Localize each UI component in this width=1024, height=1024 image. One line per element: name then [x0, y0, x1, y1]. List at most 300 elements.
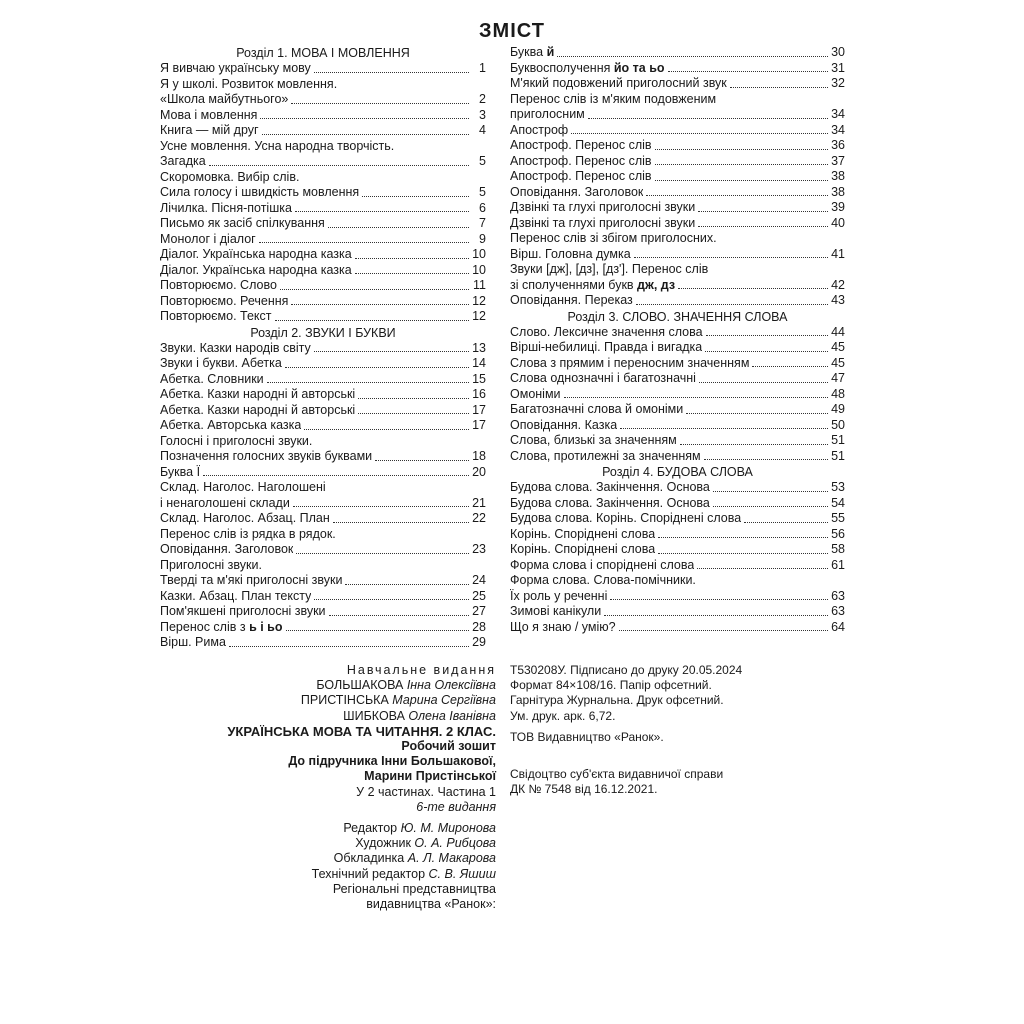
dot-leader: [329, 615, 469, 616]
dot-leader: [655, 180, 828, 181]
toc-page-number: 47: [831, 371, 845, 385]
toc-entry-text: Апостроф: [510, 122, 569, 137]
toc-entry-text: Письмо як засіб спілкування: [160, 216, 325, 230]
toc-entry-title: [510, 480, 710, 496]
toc-entry-text: Діалог. Українська народна казка: [160, 247, 352, 261]
toc-page-number: 3: [479, 107, 486, 122]
dot-leader: [571, 133, 828, 134]
author-line-1: [190, 678, 496, 693]
toc-entry-text: Повторюємо. Речення: [160, 293, 289, 308]
dot-leader: [314, 599, 469, 600]
toc-entry: [160, 573, 486, 589]
toc-page-number: 9: [479, 231, 486, 246]
toc-entry-text: Слова однозначні і багатозначні: [510, 371, 696, 385]
toc-entry-text: Лічилка. Пісня-потішка: [160, 200, 292, 215]
toc-entry: [510, 496, 845, 512]
toc-entry: [510, 620, 845, 636]
toc-page-number: 55: [831, 511, 845, 525]
toc-right-column: [510, 45, 845, 635]
dot-leader: [358, 413, 469, 414]
print-info-1: Т530208У. Підписано до друку 20.05.2024: [510, 663, 743, 677]
toc-entry-text: Абетка. Казки народні й авторські: [160, 402, 356, 417]
toc-entry: [510, 589, 845, 605]
toc-entry-text: Апостроф. Перенос слів: [510, 138, 652, 152]
toc-entry-text: Вірш. Головна думка: [510, 246, 631, 261]
toc-page-number: 12: [472, 309, 486, 323]
toc-entry-text: Абетка. Казки народні й авторські: [160, 387, 356, 401]
toc-entry-title: [160, 247, 352, 263]
regional-line-2: видавництва «Ранок»:: [366, 897, 496, 912]
toc-entry-text: Тверді та м'які приголосні звуки: [160, 573, 343, 587]
toc-page-number: 13: [472, 340, 486, 355]
toc-entry-title: [160, 216, 325, 232]
imprint-right: [510, 663, 830, 797]
toc-entry-title: [160, 61, 311, 77]
toc-entry-title: [510, 138, 652, 154]
credit-name: Ю. М. Миронова: [400, 821, 496, 836]
dot-leader: [706, 335, 828, 336]
toc-entry-title: [510, 45, 554, 61]
dot-leader: [680, 444, 828, 445]
toc-entry-title: [160, 589, 311, 605]
dot-leader: [345, 584, 469, 585]
toc-entry-title: [160, 604, 326, 620]
toc-entry: [510, 542, 845, 558]
toc-entry-title: [160, 92, 288, 108]
toc-entry: [510, 371, 845, 387]
imprint-left: [190, 663, 496, 912]
section-heading: Розділ 4. БУДОВА СЛОВА: [602, 465, 753, 479]
toc-entry-title: [510, 123, 568, 139]
toc-entry-text: Я вивчаю українську мову: [160, 61, 311, 75]
toc-entry-text: Апостроф. Перенос слів: [510, 153, 652, 168]
toc-entry: [510, 123, 845, 139]
toc-entry-title: [510, 107, 585, 123]
certificate-line-1: Свідоцтво суб'єкта видавничої справи: [510, 767, 724, 782]
print-info-3: Гарнітура Журнальна. Друк офсетний.: [510, 693, 724, 708]
toc-page-number: 28: [472, 619, 486, 634]
book-subtitle: Робочий зошит: [401, 739, 496, 754]
section-heading: Розділ 1. МОВА І МОВЛЕННЯ: [236, 46, 410, 60]
toc-page-number: 38: [831, 169, 845, 183]
toc-page-number: 23: [472, 542, 486, 556]
dot-leader: [280, 289, 469, 290]
toc-entry-text: Дзвінкі та глухі приголосні звуки: [510, 215, 696, 230]
toc-page-number: 43: [831, 293, 845, 307]
artist-line: [190, 836, 496, 851]
toc-page-number: 56: [831, 526, 845, 541]
toc-entry-bold-letters: йо та ьо: [613, 60, 665, 75]
dot-leader: [564, 397, 828, 398]
toc-entry: [160, 372, 486, 388]
toc-entry: [510, 527, 845, 543]
dot-leader: [668, 71, 828, 72]
toc-entry: [160, 635, 486, 651]
toc-line: Приголосні звуки.: [160, 557, 262, 572]
credit-label: Редактор: [343, 821, 398, 836]
toc-entry-text: Оповідання. Заголовок: [510, 184, 644, 199]
print-info-4: Ум. друк. арк. 6,72.: [510, 708, 616, 723]
toc-page-number: 36: [831, 138, 845, 152]
credit-label: Художник: [355, 836, 411, 851]
toc-entry: [160, 418, 486, 434]
toc-entry: [160, 201, 486, 217]
toc-entry-text: Пом'якшені приголосні звуки: [160, 604, 326, 618]
toc-page-number: 22: [472, 511, 486, 525]
toc-entry-title: [510, 247, 631, 263]
toc-entry-text: Буква Ї: [160, 464, 201, 479]
dot-leader: [697, 568, 828, 569]
toc-entry: [160, 449, 486, 465]
dot-leader: [209, 165, 469, 166]
toc-entry-text: Будова слова. Закінчення. Основа: [510, 495, 710, 510]
toc-page-number: 18: [472, 449, 486, 463]
toc-entry-title: [160, 635, 226, 651]
toc-entry-title: [510, 293, 633, 309]
toc-entry: [160, 620, 486, 636]
toc-entry-title: [510, 418, 617, 434]
toc-page-number: 7: [479, 216, 486, 230]
author-name: Олена Іванівна: [408, 708, 496, 723]
author-surname: ШИБКОВА: [343, 708, 405, 723]
toc-entry: [510, 216, 845, 232]
toc-entry: [160, 232, 486, 248]
toc-entry-title: [160, 294, 288, 310]
toc-entry: [510, 558, 845, 574]
toc-entry-title: [510, 371, 696, 387]
dot-leader: [698, 226, 828, 227]
dot-leader: [267, 382, 469, 383]
toc-line: Скоромовка. Вибір слів.: [160, 169, 300, 184]
toc-line: Я у школі. Розвиток мовлення.: [160, 76, 338, 91]
toc-entry: [160, 542, 486, 558]
toc-entry-title: [160, 620, 283, 636]
toc-line: Звуки [дж], [дз], [дз']. Перенос слів: [510, 262, 709, 276]
toc-entry: [510, 402, 845, 418]
toc-entry-text: Монолог і діалог: [160, 231, 256, 246]
toc-page-number: 42: [831, 277, 845, 292]
dot-leader: [646, 195, 828, 196]
toc-entry-title: [510, 169, 652, 185]
toc-entry-title: [510, 496, 710, 512]
dot-leader: [658, 537, 828, 538]
dot-leader: [285, 367, 469, 368]
dot-leader: [634, 257, 828, 258]
dot-leader: [704, 459, 828, 460]
toc-entry-title: [160, 201, 292, 217]
toc-entry-title: [160, 449, 372, 465]
toc-page-number: 29: [472, 635, 486, 649]
toc-entry: [510, 293, 845, 309]
toc-entry: [510, 61, 845, 77]
toc-page-number: 2: [479, 92, 486, 106]
toc-page-number: 31: [831, 60, 845, 75]
toc-entry-title: [510, 216, 695, 232]
dot-leader: [705, 351, 828, 352]
credit-name: С. В. Яшиш: [428, 866, 496, 881]
toc-entry-title: [510, 356, 749, 372]
dot-leader: [655, 149, 828, 150]
toc-page-number: 44: [831, 324, 845, 339]
toc-page-number: 45: [831, 340, 845, 354]
toc-page-number: 1: [479, 61, 486, 75]
toc-entry-title: [510, 542, 655, 558]
toc-entry-text: приголосним: [510, 107, 585, 121]
toc-entry-text: Апостроф. Перенос слів: [510, 169, 652, 183]
toc-entry-title: [510, 185, 643, 201]
author-surname: БОЛЬШАКОВА: [316, 678, 404, 693]
toc-entry-text: Позначення голосних звуків буквами: [160, 449, 373, 463]
publisher: ТОВ Видавництво «Ранок».: [510, 729, 664, 744]
toc-entry-text: Дзвінкі та глухі приголосні звуки: [510, 200, 696, 214]
toc-entry-text: Багатозначні слова й омоніми: [510, 402, 684, 416]
toc-entry: [510, 185, 845, 201]
toc-entry-title: [160, 372, 264, 388]
toc-entry-text: Корінь. Споріднені слова: [510, 542, 656, 556]
toc-page-number: 53: [831, 480, 845, 494]
toc-entry-title: [160, 108, 257, 124]
toc-entry-title: [510, 604, 601, 620]
toc-entry-text: Слова, протилежні за значенням: [510, 448, 701, 463]
dot-leader: [296, 553, 469, 554]
toc-entry-title: [510, 558, 694, 574]
toc-line: Склад. Наголос. Наголошені: [160, 480, 326, 494]
toc-page-number: 54: [831, 495, 845, 510]
credit-name: О. А. Рибцова: [414, 836, 496, 851]
toc-entry-title: [160, 511, 330, 527]
toc-entry-title: [160, 309, 272, 325]
author-line-2: [190, 693, 496, 708]
toc-page-number: 10: [472, 247, 486, 261]
toc-entry: [160, 294, 486, 310]
toc-entry-text: Абетка. Словники: [160, 371, 264, 386]
toc-entry-text: Загадка: [160, 154, 206, 168]
toc-entry: [160, 387, 486, 403]
toc-entry-title: [160, 232, 256, 248]
toc-entry: [510, 433, 845, 449]
dot-leader: [678, 288, 828, 289]
toc-entry-title: [510, 61, 665, 77]
toc-page-number: 58: [831, 542, 845, 556]
toc-page-number: 45: [831, 355, 845, 370]
dot-leader: [286, 630, 469, 631]
toc-entry: [510, 107, 845, 123]
dot-leader: [620, 428, 828, 429]
toc-entry: [510, 418, 845, 434]
dot-leader: [752, 366, 828, 367]
toc-entry-text: «Школа майбутнього»: [160, 92, 289, 106]
parts-info: У 2 частинах. Частина 1: [356, 784, 496, 799]
toc-entry-text: Вірші-небилиці. Правда і вигадка: [510, 340, 703, 354]
toc-entry-title: [510, 387, 561, 403]
toc-entry-text: Склад. Наголос. Абзац. План: [160, 511, 330, 525]
toc-page-number: 4: [479, 123, 486, 137]
toc-entry: [160, 123, 486, 139]
toc-entry-text: Оповідання. Заголовок: [160, 542, 294, 556]
editor-line: [190, 821, 496, 836]
toc-line: Перенос слів зі збігом приголосних.: [510, 231, 717, 245]
toc-entry-title: [510, 325, 703, 341]
author-line-3: [190, 709, 496, 724]
toc-entry-text: Що я знаю / умію?: [510, 619, 616, 634]
toc-left-column: [160, 45, 486, 651]
section-heading: Розділ 3. СЛОВО. ЗНАЧЕННЯ СЛОВА: [567, 309, 788, 324]
toc-entry-text: Корінь. Споріднені слова: [510, 526, 656, 541]
toc-entry-text: Казки. Абзац. План тексту: [160, 588, 312, 603]
toc-page-number: 37: [831, 153, 845, 168]
toc-entry-text: Омоніми: [510, 386, 561, 401]
toc-page-number: 25: [472, 588, 486, 603]
toc-page-number: 64: [831, 619, 845, 634]
toc-page-number: 14: [472, 356, 486, 370]
author-surname: ПРИСТІНСЬКА: [300, 693, 389, 708]
toc-entry: [160, 341, 486, 357]
toc-entry-text: Слово. Лексичне значення слова: [510, 324, 703, 339]
dot-leader: [304, 429, 469, 430]
section-heading: Розділ 2. ЗВУКИ І БУКВИ: [250, 325, 396, 340]
toc-entry-title: [160, 496, 290, 512]
dot-leader: [655, 164, 828, 165]
toc-entry-title: [510, 340, 702, 356]
dot-leader: [293, 506, 469, 507]
toc-entry: [510, 340, 845, 356]
toc-entry: [160, 604, 486, 620]
toc-entry: [160, 185, 486, 201]
toc-page-number: 51: [831, 448, 845, 463]
toc-entry-title: [160, 154, 206, 170]
dot-leader: [636, 304, 828, 305]
toc-entry: [160, 216, 486, 232]
toc-page-number: 10: [472, 262, 486, 277]
toc-page-number: 12: [472, 293, 486, 308]
toc-entry-text: Книга — мій друг: [160, 123, 259, 137]
toc-entry-title: [160, 263, 352, 279]
toc-entry-title: [160, 356, 282, 372]
tech-editor-line: [190, 867, 496, 882]
toc-line: Голосні і приголосні звуки.: [160, 433, 313, 448]
toc-entry: [510, 480, 845, 496]
toc-entry-title: [510, 620, 616, 636]
toc-entry: [160, 278, 486, 294]
toc-line: Перенос слів із м'яким подовженим: [510, 91, 717, 106]
credit-label: Обкладинка: [333, 851, 405, 866]
toc-entry-bold-letters: дж, дз: [637, 277, 676, 292]
toc-entry-text: Форма слова і споріднені слова: [510, 557, 695, 572]
toc-entry-text: Будова слова. Закінчення. Основа: [510, 480, 710, 494]
toc-page-number: 15: [472, 371, 486, 386]
toc-entry-text: і ненаголошені склади: [160, 495, 290, 510]
toc-entry: [510, 511, 845, 527]
toc-entry-text: зі сполученнями букв: [510, 277, 634, 292]
toc-entry-title: [510, 200, 695, 216]
dot-leader: [588, 118, 828, 119]
toc-entry-text: Перенос слів з: [160, 619, 246, 634]
toc-entry-title: [160, 387, 355, 403]
toc-page-number: 21: [472, 495, 486, 510]
toc-entry-text: Слова, близькі за значенням: [510, 433, 677, 447]
toc-entry: [510, 169, 845, 185]
toc-page-number: 17: [472, 418, 486, 432]
toc-entry: [160, 154, 486, 170]
toc-line: Усне мовлення. Усна народна творчість.: [160, 138, 395, 153]
toc-page-number: 40: [831, 215, 845, 230]
toc-entry: [160, 403, 486, 419]
toc-line: Перенос слів із рядка в рядок.: [160, 526, 336, 541]
toc-entry: [510, 387, 845, 403]
dot-leader: [744, 522, 828, 523]
toc-entry: [160, 263, 486, 279]
regional-line-1: Регіональні представництва: [332, 881, 496, 896]
dot-leader: [262, 134, 469, 135]
toc-page-number: 38: [831, 184, 845, 199]
dot-leader: [658, 553, 828, 554]
toc-entry-text: Оповідання. Казка: [510, 417, 618, 432]
toc-entry: [510, 200, 845, 216]
toc-page-number: 63: [831, 588, 845, 603]
toc-entry-title: [510, 278, 675, 294]
toc-page-number: 5: [479, 154, 486, 168]
toc-page-number: 63: [831, 604, 845, 618]
dot-leader: [362, 196, 469, 197]
toc-entry: [160, 92, 486, 108]
dot-leader: [686, 413, 828, 414]
toc-entry-text: Абетка. Авторська казка: [160, 418, 302, 432]
toc-entry-text: Звуки. Казки народів світу: [160, 340, 311, 355]
toc-entry-title: [160, 123, 259, 139]
toc-page-number: 27: [472, 604, 486, 618]
toc-page-number: 50: [831, 417, 845, 432]
toc-entry-text: Звуки і букви. Абетка: [160, 356, 282, 370]
credit-name: А. Л. Макарова: [407, 851, 496, 866]
toc-page-number: 16: [472, 387, 486, 401]
dot-leader: [713, 506, 828, 507]
toc-entry: [510, 154, 845, 170]
dot-leader: [314, 351, 469, 352]
toc-entry-title: [160, 341, 311, 357]
textbook-line-1: До підручника Інни Большакової,: [288, 754, 496, 769]
dot-leader: [291, 304, 469, 305]
edition-type: Навчальне видання: [346, 663, 496, 677]
dot-leader: [355, 273, 469, 274]
toc-entry-text: Будова слова. Корінь. Споріднені слова: [510, 511, 742, 525]
print-info-2: Формат 84×108/16. Папір офсетний.: [510, 678, 712, 693]
dot-leader: [333, 522, 469, 523]
toc-entry-text: Сила голосу і швидкість мовлення: [160, 185, 360, 199]
book-title: УКРАЇНСЬКА МОВА ТА ЧИТАННЯ. 2 КЛАС.: [227, 723, 496, 739]
toc-entry: [160, 247, 486, 263]
toc-entry-title: [510, 433, 677, 449]
toc-page-number: 32: [831, 76, 845, 90]
toc-entry-title: [510, 511, 741, 527]
credit-label: Технічний редактор: [311, 866, 426, 881]
toc-entry: [160, 356, 486, 372]
toc-page-number: 24: [472, 573, 486, 587]
dot-leader: [275, 320, 469, 321]
dot-leader: [698, 211, 828, 212]
toc-entry-title: [160, 418, 301, 434]
toc-entry-text: Вірш. Рима: [160, 635, 226, 649]
dot-leader: [713, 491, 828, 492]
toc-entry-title: [160, 278, 277, 294]
dot-leader: [203, 475, 469, 476]
dot-leader: [260, 118, 469, 119]
toc-entry-title: [160, 573, 342, 589]
toc-entry-title: [510, 527, 655, 543]
toc-page-number: 39: [831, 200, 845, 214]
toc-page-number: 41: [831, 246, 845, 261]
toc-page-number: 51: [831, 433, 845, 447]
toc-entry-text: Повторюємо. Текст: [160, 309, 272, 323]
